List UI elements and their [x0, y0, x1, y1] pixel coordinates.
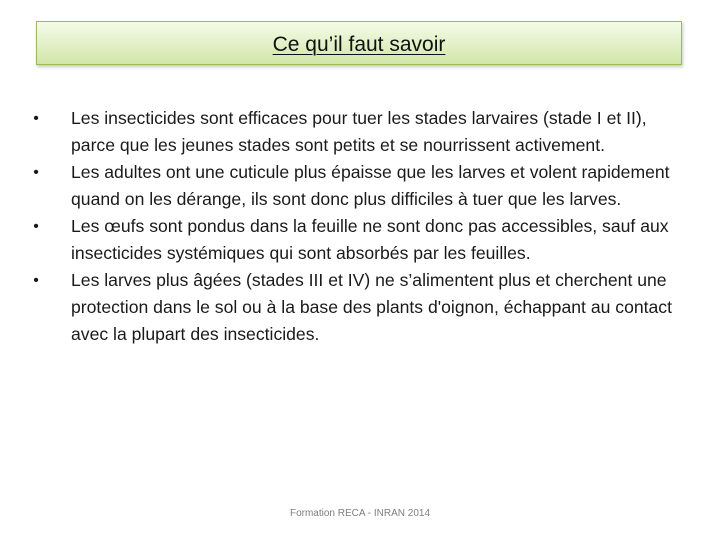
bullet-text: Les adultes ont une cuticule plus épaisse que les larves et volent rapidement quand on les dérange, ils sont donc plus difficiles à tuer que les larves. [71, 162, 670, 209]
list-item [28, 105, 678, 159]
bullet-icon: • [33, 164, 39, 181]
bullet-icon: • [33, 218, 39, 235]
bullet-text: Les larves plus âgées (stades III et IV) ne s’alimentent plus et cherchent une protection dans le sol ou à la base des plants d'oignon, échappant au contact avec la plupart des insecticides. [71, 270, 672, 344]
list-item [28, 213, 678, 267]
title-banner [36, 21, 682, 65]
list-item [28, 267, 678, 348]
footer-text: Formation RECA - INRAN 2014 [289, 508, 431, 519]
slide-title: Ce qu’il faut savoir [272, 33, 446, 56]
bullet-text: Les œufs sont pondus dans la feuille ne sont donc pas accessibles, sauf aux insecticides systémiques qui sont absorbés par les feuilles. [71, 216, 669, 263]
bullet-list [28, 105, 678, 348]
list-item [28, 159, 678, 213]
bullet-icon: • [33, 272, 39, 289]
bullet-text: Les insecticides sont efficaces pour tuer les stades larvaires (stade I et II), parce que les jeunes stades sont petits et se nourrissent activement. [71, 108, 647, 155]
bullet-icon: • [33, 110, 39, 127]
